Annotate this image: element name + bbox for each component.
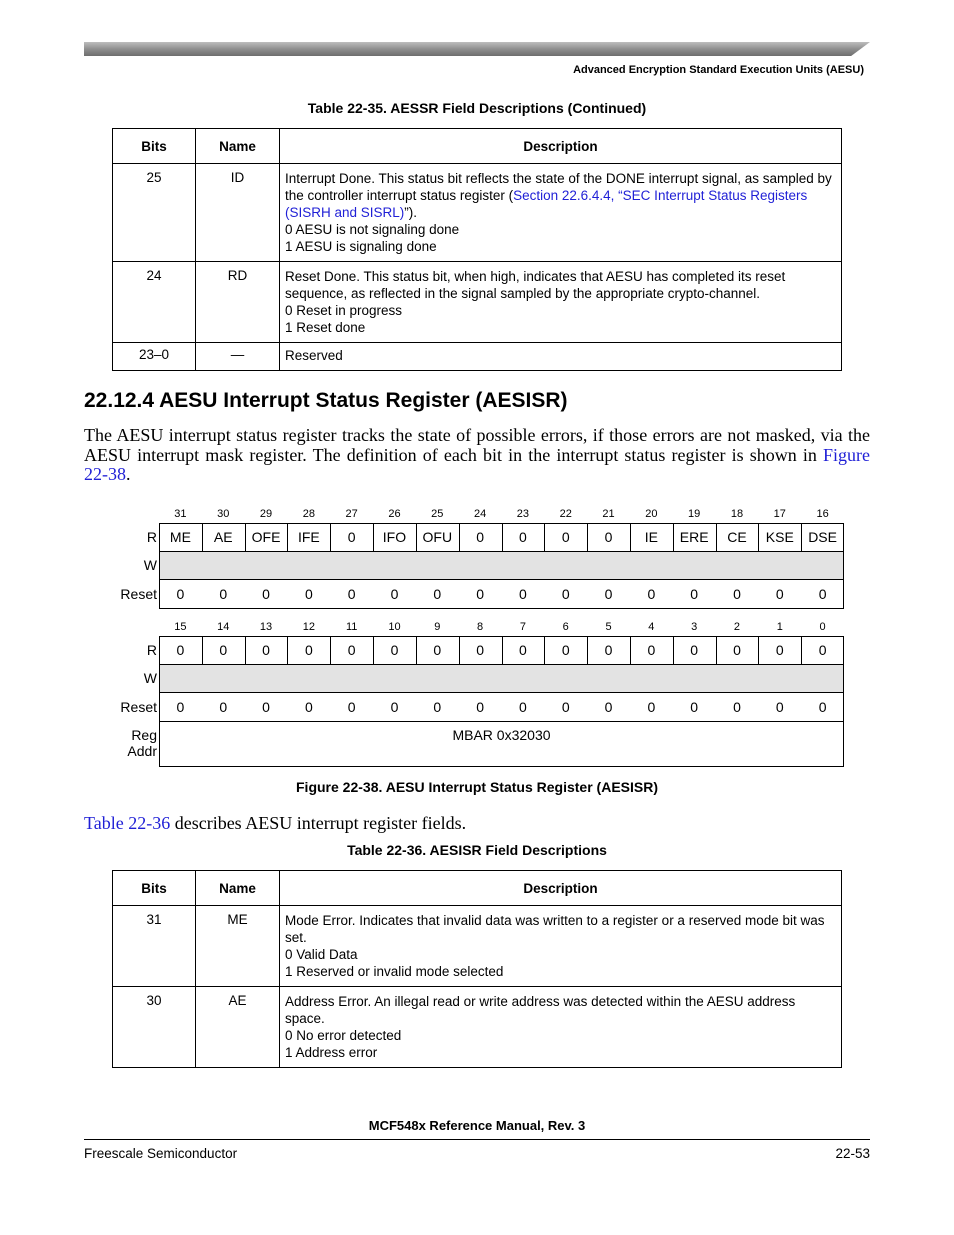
row-label-addr: Addr bbox=[127, 743, 157, 759]
description-text: Address Error. An illegal read or write address was detected within the AESU address space. bbox=[285, 994, 796, 1026]
description-cell bbox=[280, 906, 842, 987]
upper-reset-value: 0 bbox=[561, 586, 570, 602]
option-line: 1 Reset done bbox=[285, 320, 366, 335]
reference-line bbox=[84, 813, 466, 834]
lower-read-field: 0 bbox=[647, 642, 656, 658]
lower-reset-value: 0 bbox=[733, 699, 741, 715]
upper-reset-value: 0 bbox=[304, 586, 313, 602]
bit-number: 3 bbox=[691, 621, 698, 633]
lower-reset-value: 0 bbox=[390, 699, 399, 715]
upper-read-field: CE bbox=[727, 529, 747, 545]
table1 bbox=[112, 128, 842, 371]
upper-reset-value: 0 bbox=[347, 586, 356, 602]
bit-number: 19 bbox=[688, 508, 701, 520]
row-divider bbox=[159, 579, 844, 580]
row-divider bbox=[159, 664, 844, 665]
name-cell: AE bbox=[196, 987, 280, 1068]
bit-number: 11 bbox=[345, 621, 358, 633]
table1-header-name: Name bbox=[196, 129, 280, 164]
option-line: 0 Valid Data bbox=[285, 947, 358, 962]
row-label-r: R bbox=[146, 642, 157, 658]
lower-reset-value: 0 bbox=[347, 699, 356, 715]
bits-cell: 31 bbox=[113, 906, 196, 987]
option-line: 0 AESU is not signaling done bbox=[285, 222, 460, 237]
lower-reset-value: 0 bbox=[818, 699, 827, 715]
lower-read-field: 0 bbox=[775, 642, 784, 658]
upper-reset-value: 0 bbox=[476, 586, 484, 602]
lower-read-field: 0 bbox=[433, 642, 442, 658]
bit-number: 24 bbox=[473, 508, 487, 520]
bits-cell: 30 bbox=[113, 987, 196, 1068]
bit-number: 20 bbox=[645, 508, 658, 520]
figure-link[interactable]: Figure 22-38 bbox=[84, 444, 870, 484]
header-bar bbox=[84, 42, 870, 56]
bit-number: 5 bbox=[605, 621, 612, 633]
page-number: 22-53 bbox=[835, 1146, 870, 1161]
table-row bbox=[113, 343, 842, 371]
description-text: Reset Done. This status bit, when high, indicates that AESU has completed its reset sequence, as reflected in the signal sampled by the appropriate crypto-channel. bbox=[285, 269, 786, 301]
upper-write-row bbox=[160, 552, 843, 579]
section-link[interactable]: Section 22.6.4.4, “SEC Interrupt Status Registers (SISRH and SISRL) bbox=[285, 188, 808, 220]
name-cell: — bbox=[196, 343, 280, 371]
lower-read-field: 0 bbox=[219, 642, 228, 658]
upper-reset-value: 0 bbox=[647, 586, 656, 602]
lower-read-field: 0 bbox=[347, 642, 356, 658]
upper-reset-value: 0 bbox=[390, 586, 399, 602]
table1-header-bits: Bits bbox=[113, 129, 196, 164]
table-row bbox=[113, 906, 842, 987]
table1-title: Table 22-35. AESSR Field Descriptions (Continued) bbox=[307, 100, 647, 116]
lower-reset-value: 0 bbox=[690, 699, 699, 715]
running-head: Advanced Encryption Standard Execution Units (AESU) bbox=[573, 64, 864, 76]
table2-header-row bbox=[113, 871, 842, 906]
bits-cell: 25 bbox=[113, 164, 196, 262]
row-label-reset: Reset bbox=[120, 586, 157, 602]
lower-read-field: 0 bbox=[561, 642, 570, 658]
row-label-r: R bbox=[146, 529, 157, 545]
lower-reset-value: 0 bbox=[561, 699, 570, 715]
table-row bbox=[113, 987, 842, 1068]
upper-reset-value: 0 bbox=[775, 586, 784, 602]
table2-title: Table 22-36. AESISR Field Descriptions bbox=[347, 842, 607, 858]
row-label-reg: Reg bbox=[131, 727, 157, 743]
upper-read-field: IE bbox=[644, 529, 658, 545]
lower-reset-value: 0 bbox=[519, 699, 527, 715]
bit-number: 31 bbox=[174, 508, 187, 520]
description-cell bbox=[280, 987, 842, 1068]
row-divider bbox=[159, 551, 844, 552]
upper-read-field: OFU bbox=[422, 529, 453, 545]
upper-read-field: 0 bbox=[347, 529, 356, 545]
row-label-w: W bbox=[143, 557, 157, 573]
bit-number: 12 bbox=[302, 621, 315, 633]
lower-reset-value: 0 bbox=[262, 699, 270, 715]
bit-number: 30 bbox=[217, 508, 230, 520]
bit-number: 27 bbox=[345, 508, 358, 520]
upper-read-field: ERE bbox=[679, 529, 709, 545]
upper-read-field: ME bbox=[169, 529, 191, 545]
lower-read-field: 0 bbox=[390, 642, 399, 658]
bit-number: 17 bbox=[773, 508, 786, 520]
upper-reset-value: 0 bbox=[433, 586, 442, 602]
bits-cell: 24 bbox=[113, 262, 196, 343]
lower-read-field: 0 bbox=[690, 642, 699, 658]
lower-reset-value: 0 bbox=[433, 699, 442, 715]
bit-number: 25 bbox=[431, 508, 444, 520]
table2-header-description: Description bbox=[280, 871, 842, 906]
upper-read-field: IFO bbox=[382, 529, 407, 545]
footer-title: MCF548x Reference Manual, Rev. 3 bbox=[368, 1118, 586, 1133]
upper-reset-value: 0 bbox=[219, 586, 228, 602]
name-cell: ID bbox=[196, 164, 280, 262]
lower-reset-value: 0 bbox=[647, 699, 656, 715]
bit-number: 6 bbox=[562, 621, 569, 633]
description-text: Interrupt Done. This status bit reflects the state of the DONE interrupt signal, as sampled by the controller interrupt status register ( bbox=[285, 171, 832, 203]
bit-number: 22 bbox=[559, 508, 572, 520]
description-text: ”). bbox=[404, 205, 418, 220]
bit-number: 8 bbox=[477, 621, 484, 633]
row-divider bbox=[159, 692, 844, 693]
lower-read-field: 0 bbox=[604, 642, 613, 658]
bit-number: 4 bbox=[648, 621, 655, 633]
footer-rule bbox=[84, 1139, 870, 1140]
upper-reset-value: 0 bbox=[176, 586, 185, 602]
option-line: 1 Address error bbox=[285, 1045, 378, 1060]
register-address: MBAR 0x32030 bbox=[452, 727, 551, 743]
bit-number: 10 bbox=[388, 621, 401, 633]
upper-read-field: 0 bbox=[604, 529, 613, 545]
lower-reset-value: 0 bbox=[775, 699, 784, 715]
upper-reset-value: 0 bbox=[690, 586, 699, 602]
lower-read-field: 0 bbox=[176, 642, 185, 658]
option-line: 1 Reserved or invalid mode selected bbox=[285, 964, 504, 979]
lower-read-field: 0 bbox=[476, 642, 484, 658]
bit-number: 16 bbox=[816, 508, 829, 520]
bit-number: 7 bbox=[519, 621, 526, 633]
bit-number: 0 bbox=[819, 621, 826, 633]
lower-reset-value: 0 bbox=[604, 699, 613, 715]
figure-caption: Figure 22-38. AESU Interrupt Status Register (AESISR) bbox=[296, 779, 658, 795]
description-text: Mode Error. Indicates that invalid data was written to a register or a reserved mode bit was set. bbox=[285, 913, 825, 945]
upper-reset-value: 0 bbox=[262, 586, 270, 602]
bit-number: 21 bbox=[602, 508, 615, 520]
bit-number: 29 bbox=[259, 508, 273, 520]
table2-header-bits: Bits bbox=[113, 871, 196, 906]
name-cell: ME bbox=[196, 906, 280, 987]
lower-reset-value: 0 bbox=[176, 699, 185, 715]
bit-number: 18 bbox=[730, 508, 744, 520]
lower-read-field: 0 bbox=[262, 642, 270, 658]
paragraph-text: The AESU interrupt status register tracks the state of possible errors, if those errors are not masked, via the AESU interrupt mask register. The definition of each bit in the interrupt status register is shown in bbox=[84, 425, 870, 465]
upper-reset-value: 0 bbox=[818, 586, 827, 602]
bit-number: 1 bbox=[776, 621, 783, 633]
footer-company: Freescale Semiconductor bbox=[84, 1146, 238, 1161]
option-line: 0 No error detected bbox=[285, 1028, 402, 1043]
lower-read-field: 0 bbox=[304, 642, 313, 658]
upper-reset-value: 0 bbox=[733, 586, 741, 602]
bit-number: 2 bbox=[733, 621, 741, 633]
bit-number: 15 bbox=[174, 621, 187, 633]
table-link[interactable]: Table 22-36 bbox=[84, 813, 171, 833]
lower-read-field: 0 bbox=[519, 642, 527, 658]
body-paragraph bbox=[84, 426, 870, 485]
bit-number: 14 bbox=[217, 621, 230, 633]
upper-reset-value: 0 bbox=[519, 586, 527, 602]
table2 bbox=[112, 870, 842, 1068]
bit-number: 13 bbox=[259, 621, 273, 633]
section-heading: 22.12.4 AESU Interrupt Status Register (AESISR) bbox=[84, 389, 568, 412]
option-line: 1 AESU is signaling done bbox=[285, 239, 437, 254]
row-label-w: W bbox=[143, 670, 157, 686]
description-cell bbox=[280, 262, 842, 343]
bit-number: 9 bbox=[434, 621, 441, 633]
table2-header-name: Name bbox=[196, 871, 280, 906]
bits-cell: 23–0 bbox=[113, 343, 196, 371]
upper-read-field: OFE bbox=[251, 529, 281, 545]
lower-reset-value: 0 bbox=[476, 699, 484, 715]
table1-header-row bbox=[113, 129, 842, 164]
option-line: 0 Reset in progress bbox=[285, 303, 403, 318]
lower-write-row bbox=[160, 665, 843, 692]
upper-read-field: DSE bbox=[808, 529, 837, 545]
description-cell bbox=[280, 164, 842, 262]
bit-number: 26 bbox=[388, 508, 401, 520]
table-row bbox=[113, 262, 842, 343]
lower-reset-value: 0 bbox=[304, 699, 313, 715]
name-cell: RD bbox=[196, 262, 280, 343]
upper-read-field: 0 bbox=[561, 529, 570, 545]
paragraph-text: . bbox=[126, 464, 131, 484]
upper-reset-value: 0 bbox=[604, 586, 613, 602]
lower-reset-value: 0 bbox=[219, 699, 228, 715]
upper-read-field: 0 bbox=[476, 529, 484, 545]
bit-number: 28 bbox=[302, 508, 315, 520]
row-label-reset: Reset bbox=[120, 699, 157, 715]
upper-read-field: IFE bbox=[297, 529, 320, 545]
description-cell: Reserved bbox=[280, 343, 842, 371]
bit-number: 23 bbox=[516, 508, 530, 520]
reference-text: describes AESU interrupt register fields. bbox=[170, 813, 467, 833]
upper-read-field: 0 bbox=[519, 529, 527, 545]
upper-read-field: KSE bbox=[765, 529, 794, 545]
lower-read-field: 0 bbox=[733, 642, 741, 658]
table-row bbox=[113, 164, 842, 262]
table1-header-description: Description bbox=[280, 129, 842, 164]
upper-read-field: AE bbox=[213, 529, 233, 545]
lower-read-field: 0 bbox=[818, 642, 827, 658]
